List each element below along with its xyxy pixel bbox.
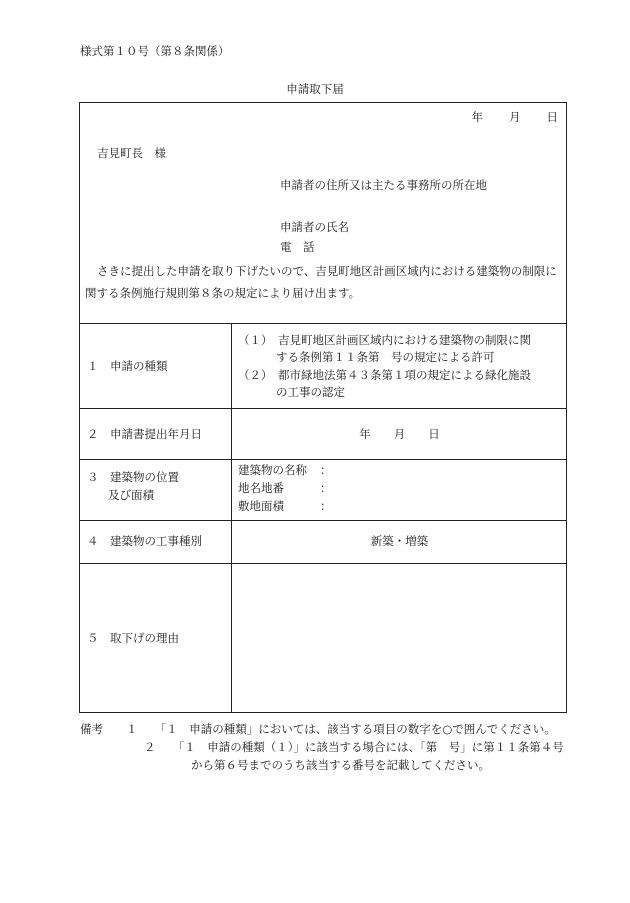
- divider-line: [79, 323, 567, 324]
- field-sep: ：: [320, 499, 332, 513]
- addressee: 吉見町長 様: [97, 146, 166, 160]
- date-line: [446, 110, 559, 126]
- notes: [80, 720, 564, 774]
- form-number: 様式第１０号（第８条関係）: [80, 44, 230, 58]
- field-key: 地名地番: [238, 481, 284, 495]
- submission-date-value: 年 月 日: [359, 427, 440, 441]
- application-type-option-2: [238, 367, 563, 401]
- note-text: 「１ 申請の種類（１）」に該当する場合には、「第 号」に第１１条第４号: [178, 740, 564, 754]
- applicant-phone-label: 電 話: [280, 240, 315, 254]
- application-type-option-1: [238, 332, 563, 366]
- row-label-building-location: ３ 建築物の位置: [87, 470, 179, 484]
- note-2: [80, 738, 564, 756]
- form-title: 申請取下届: [286, 82, 344, 96]
- note-1: [80, 720, 564, 738]
- note-2-continued: [80, 756, 564, 774]
- divider-line: [79, 408, 567, 409]
- row-label-withdrawal-reason: ５ 取下げの理由: [87, 631, 179, 645]
- construction-type-value: 新築・増築: [370, 534, 429, 548]
- option-text: の工事の認定: [276, 385, 345, 399]
- row-label-construction-type: ４ 建築物の工事種別: [87, 534, 202, 548]
- note-number: ２: [144, 740, 156, 754]
- field-key: 建築物の名称: [238, 463, 307, 477]
- date-year: 年: [471, 110, 483, 124]
- row-label-building-area: 及び面積: [108, 488, 154, 502]
- applicant-name-label: 申請者の氏名: [280, 220, 349, 234]
- site-area-field: [238, 498, 332, 515]
- date-month: 月: [509, 110, 521, 124]
- note-number: １: [126, 722, 138, 736]
- row-label-submission-date: ２ 申請書提出年月日: [87, 427, 202, 441]
- option-text: する条例第１１条第 号の規定による許可: [276, 350, 495, 364]
- note-text: から第６号までのうち該当する番号を記載してください。: [191, 758, 490, 772]
- withdrawal-reason-field[interactable]: [232, 564, 566, 712]
- applicant-address-label: 申請者の住所又は主たる事務所の所在地: [280, 178, 487, 192]
- notes-prefix: 備考: [80, 722, 103, 736]
- divider-line: [79, 520, 567, 521]
- option-text: 都市緑地法第４３条第１項の規定による緑化施設: [278, 368, 531, 382]
- option-number: （２）: [238, 368, 273, 382]
- option-number: （１）: [238, 333, 273, 347]
- note-text: 「１ 申請の種類」においては、該当する項目の数字を○で囲んでください。: [160, 722, 556, 736]
- date-day: 日: [546, 110, 558, 124]
- field-sep: ：: [320, 463, 332, 477]
- field-sep: ：: [320, 481, 332, 495]
- statement-text: さきに提出した申請を取り下げたいので、吉見町地区計画区域内における建築物の制限に関する条例施行規則第８条の規定により届け出ます。: [85, 264, 557, 300]
- row-label-application-type: １ 申請の種類: [87, 359, 168, 373]
- field-key: 敷地面積: [238, 499, 284, 513]
- building-name-field: [238, 462, 332, 479]
- option-text: 吉見町地区計画区域内における建築物の制限に関: [278, 333, 531, 347]
- lot-number-field: [238, 480, 332, 497]
- divider-line: [79, 459, 567, 460]
